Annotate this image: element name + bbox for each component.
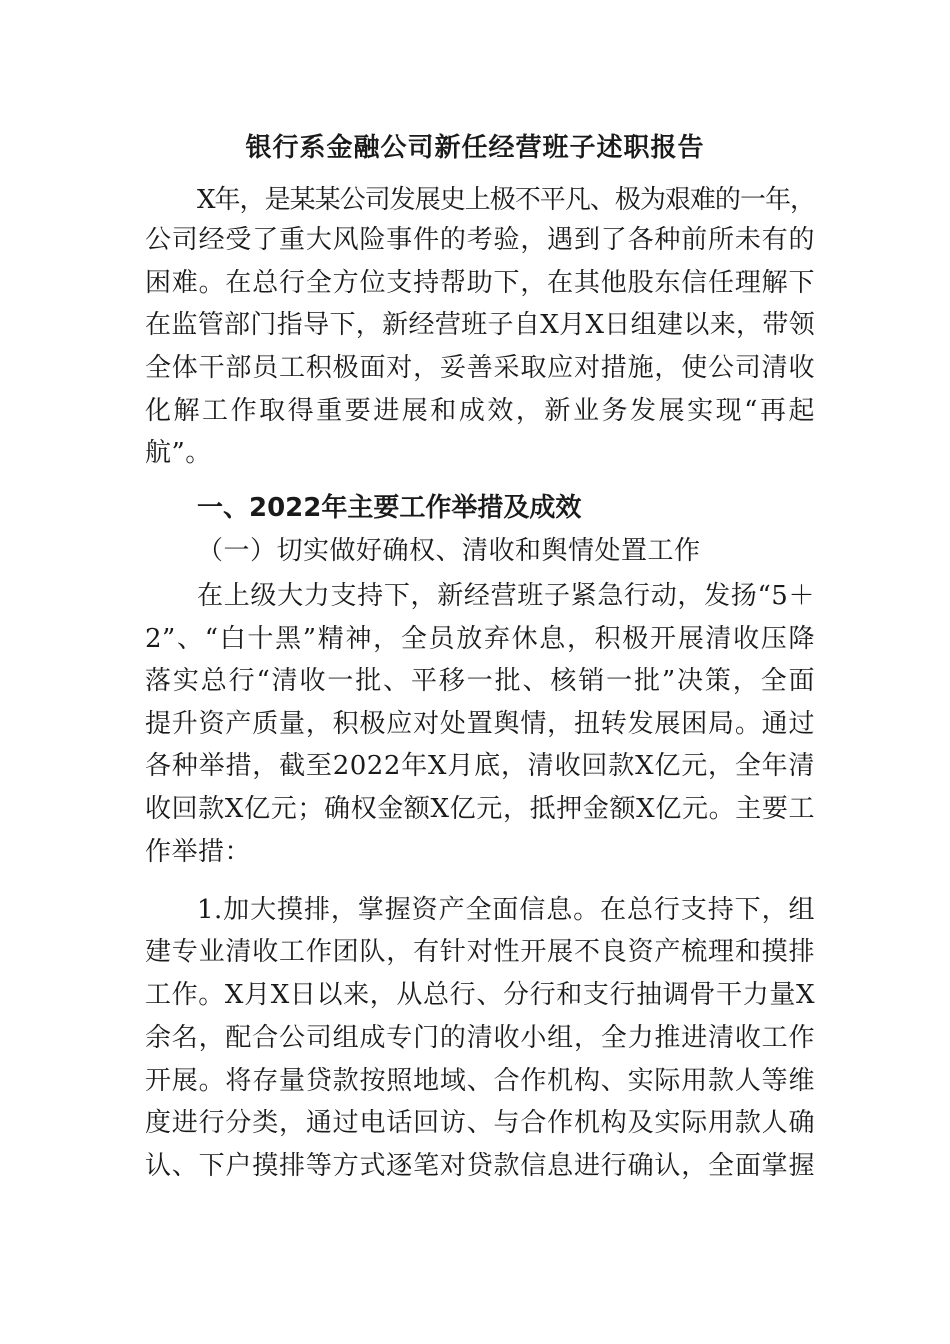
para2-line-4: 提升资产质量，积极应对处置舆情，扭转发展困局。通过: [145, 709, 815, 739]
para3-line-4: 余名，配合公司组成专门的清收小组，全力推进清收工作: [145, 1023, 815, 1053]
subsection-heading: （一）切实做好确权、清收和舆情处置工作: [197, 536, 701, 566]
intro-line-2: 公司经受了重大风险事件的考验，遇到了各种前所未有的: [145, 225, 815, 255]
para3-line-7: 认、下户摸排等方式逐笔对贷款信息进行确认，全面掌握: [145, 1151, 815, 1181]
document-title: 银行系金融公司新任经营班子述职报告: [245, 133, 705, 163]
para3-line-2: 建专业清收工作团队，有针对性开展不良资产梳理和摸排: [145, 937, 815, 967]
para2-line-2: 2”、“白十黑”精神，全员放弃休息，积极开展清收压降: [145, 624, 815, 654]
intro-line-7: 航”。: [145, 438, 212, 468]
para2-line-6: 收回款X亿元；确权金额X亿元，抵押金额X亿元。主要工: [145, 794, 815, 824]
para3-line-5: 开展。将存量贷款按照地域、合作机构、实际用款人等维: [145, 1066, 815, 1096]
intro-line-1: X年，是某某公司发展史上极不平凡、极为艰难的一年，: [197, 185, 815, 215]
intro-line-3: 困难。在总行全方位支持帮助下，在其他股东信任理解下: [145, 268, 815, 298]
section-heading: 一、2022年主要工作举措及成效: [197, 493, 582, 523]
para3-line-1: 1.加大摸排，掌握资产全面信息。在总行支持下，组: [197, 895, 815, 925]
para3-line-6: 度进行分类，通过电话回访、与合作机构及实际用款人确: [145, 1108, 815, 1138]
intro-line-4: 在监管部门指导下，新经营班子自X月X日组建以来，带领: [145, 310, 815, 340]
para2-line-1: 在上级大力支持下，新经营班子紧急行动，发扬“5＋: [197, 581, 815, 611]
para2-line-7: 作举措：: [145, 837, 252, 867]
para2-line-5: 各种举措，截至2022年X月底，清收回款X亿元，全年清: [145, 751, 815, 781]
intro-line-5: 全体干部员工积极面对，妥善采取应对措施，使公司清收: [145, 353, 815, 383]
para2-line-3: 落实总行“清收一批、平移一批、核销一批”决策，全面: [145, 666, 815, 696]
intro-line-6: 化解工作取得重要进展和成效，新业务发展实现“再起: [145, 396, 815, 426]
para3-line-3: 工作。X月X日以来，从总行、分行和支行抽调骨干力量X: [145, 980, 815, 1010]
